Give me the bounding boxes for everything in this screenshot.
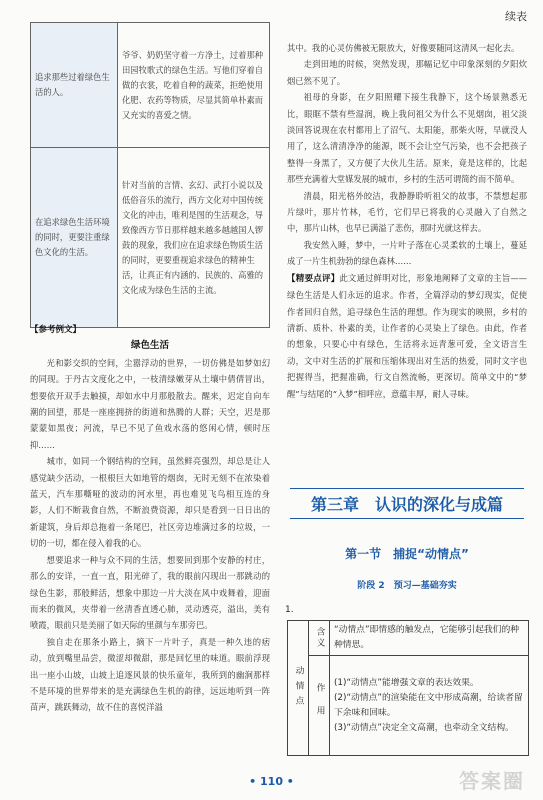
- paragraph: 想要追求一种与众不同的生活，想要回到那个安静的村庄，那么的安详，一直一直，阳光碎了，我的眼前闪现出一那跳动的绿色生影，那般鲜活，想象中那边一片大淡在风中戏舞着，迎面而来的微风，夹带着一丝清香直透心肺，灵动透亮，溢出，美有喷霞，眼前只是美丽了如天际的里颜与车那旁巴。: [30, 554, 270, 631]
- paragraph: 我安然入睡，梦中，一片叶子落在心灵柔软的土壤上，蔓延成了一片生机勃勃的绿色森林……: [287, 239, 527, 267]
- question-number: 1.: [285, 605, 294, 615]
- paragraph: 独自走在那条小路上，摘下一片叶子，真是一种久违的痞动，放到嘴里品尝，微涩却微甜，那是回忆里的味道。眼前浮现出一座小山坡，山坡上追逐风景的快乐童年，我所到的幽涧那样不是环境的世界带来的是充满绿色生机的韵律，远远地听到一阵苗声，跳跃舞动，故不住的喜悦洋溢: [30, 636, 270, 713]
- row-label: 含义: [309, 621, 330, 656]
- comment: [287, 270, 527, 402]
- concept-table: [287, 620, 529, 756]
- right-column: [287, 40, 527, 402]
- page-number: • 110 •: [249, 775, 294, 788]
- essay-title: 绿色生活: [130, 340, 169, 352]
- paragraph: 城市，如同一个钢结构的空间，虽然鲜亮强烈，却总是让人感觉缺少活动，一根根巨大如地管的烟囱，无时无刻不在浓染着蓝天，汽车那嘶哑的波动的河水里，再也难见飞鸟相互连的身影，人们不断栽食自然，不断浪费资源，却只是看到一日日出的新建筑，身后却总拖着一条尾巴，社区旁边堆满过多的垃圾，一切的一切，都在侵入着我的心。: [30, 456, 270, 549]
- table-cell: “动情点”即情感的触发点，它能够引起我们的种种情思。: [330, 621, 529, 656]
- table-cell: 在追求绿色生活环境的同时，更要注重绿色文化的生活。: [31, 148, 118, 328]
- chapter-rule: [290, 488, 524, 489]
- table-cell: 针对当前的言情、玄幻、武打小说以及低俗音乐的流行，西方文化对中国传统文化的冲击，唯利是图的生活观念，导致像西方节日那样越来越多越越国人锣鼓的现象，我们应在追求绿色物质生活的同时，更要重视追求绿色的精神生活，让真正有内涵的、民族的、高雅的文化成为绿色生活的主流。: [118, 148, 270, 328]
- paragraph: 清晨，阳光格外皎洁，我静静聆听祖父的故事，不禁想起那片绿叶，那片竹林，毛竹，它们早已将我的心灵融入了自然之中，那片山林，也早已满溢了悲伤，那时光就这样去。: [287, 190, 527, 234]
- table-cell: (1)“动情点”能增强文章的表达效果。 (2)“动情点”的渲染能在文中形成高潮，给读者留下余味和回味。 (3)“动情点”决定全文高潮，也牵动全文结构。: [330, 656, 529, 756]
- table-row: [31, 148, 270, 328]
- continue-label: 续表: [505, 10, 527, 23]
- chapter-title: 第三章 认识的深化与成篇: [310, 495, 503, 514]
- table-cell: 爷爷、奶奶坚守着一方净土，过着那种田园牧歌式的绿色生活。写他们穿着自做的衣裳，吃着自种的蔬菜，拒绝使用化肥、农药等物质，尽显其简单朴素而又充实的喜爱之情。: [118, 23, 270, 148]
- stage-title: 阶段 2 预习—基础夯实: [357, 581, 457, 591]
- row-label: 作用: [309, 656, 330, 756]
- comment-text: 此文通过鲜明对比，形象地阐释了文章的主旨——绿色生活是人们永远的追求。作者，全篇浮动的梦幻现实，促使作者回归自然，追寻绿色生活的理想。作为现实的映照，乡村的清新、质朴、朴素的美，让作者的心灵染上了绿色。由此，作者的想象，只要心中有绿色，生活将永远青葱可爱，全文语言生动，文中对生活的扩展和压缩体现出对生活的热爱，同时文字也把握得当，把握准确，行文自然流畅，更深切。简单文中的“梦醒”与结尾的“入梦”相呼应，意蕴丰厚，耐人寻味。: [287, 272, 527, 399]
- ref-label: 【参考例文】: [30, 325, 82, 335]
- comment-label: 【精要点评】: [287, 273, 340, 284]
- table-cell: 追求那些过着绿色生活的人。: [31, 23, 118, 148]
- left-column: [30, 322, 270, 716]
- row-header: 动情点: [288, 621, 309, 756]
- paragraph: 其中。我的心灵仿佛被无限放大，好像要随同这清风一起化去。: [287, 43, 520, 53]
- watermark: 答案圈: [459, 769, 525, 793]
- table-row: [31, 23, 270, 148]
- table-row: [288, 621, 529, 656]
- continued-table: [30, 22, 270, 328]
- paragraph: 祖母的身影，在夕阳照耀下接生我静下，这个场景熟悉无比，眼眶不禁有些湿润，晚上我问祖父为什么不见烟囱，祖父淡淡回答说现在农村都用上了沼气、太阳能，那柴火呀，早就没人用了，这么清清净净的能源，既不会让空气污染，也不会把孩子整得一身黑了，又方便了大伙儿生活。原来，竟是这样的，比起那些充满着大堂媒发展的城市，乡村的生活可谓简约而不简单。: [287, 92, 527, 185]
- paragraph: 走到田地的时候，突然发现，那幅记忆中印象深刻的夕阳炊烟已然不见了。: [287, 59, 527, 86]
- paragraph: 光和影交织的空间，尘嚣浮动的世界，一切仿佛是如梦如幻的同现。于丹古文度化之中，一枝清绿嫩芽从土壤中倩倩冒出，想要依开双手去触摸，却如水中月那般散去。醒来，迟定自向车潮的回望，那是一座座拥挤的街道和热腾的人群；天空，迟是那蒙蒙如黑夜；河流，早已不见了鱼戏水荡的悠闲心情，顿时压抑……: [30, 357, 270, 450]
- section-title: 第一节 捕捉“动情点”: [345, 547, 469, 561]
- chapter-rule: [290, 518, 524, 519]
- table-row: [288, 656, 529, 756]
